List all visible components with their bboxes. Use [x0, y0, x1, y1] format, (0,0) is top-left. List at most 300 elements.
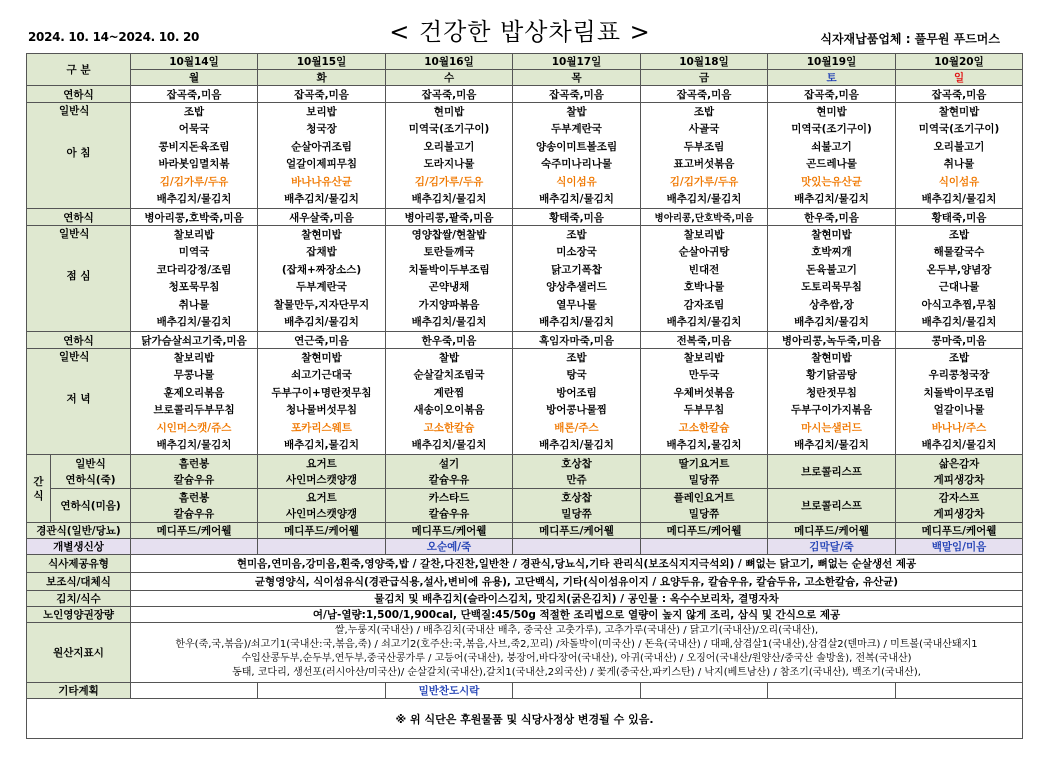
other-plan-cell — [641, 683, 768, 699]
dinner-general-cell — [131, 349, 258, 455]
menu-item: 청란젓무침 — [806, 386, 857, 399]
menu-item: 도라지나물 — [423, 158, 475, 171]
menu-item: 치돌박이무조림 — [923, 386, 995, 399]
meal-table — [26, 53, 1023, 739]
snack-cell — [258, 455, 386, 489]
nutrition-label: 노인영양권장량 — [27, 607, 131, 623]
snack-item: 게피생강차 — [933, 473, 985, 486]
breakfast-label — [27, 103, 131, 209]
menu-item: (잡채+짜장소스) — [281, 263, 362, 276]
snack-item: 카스타드 — [428, 491, 470, 504]
menu-item: 우리콩청국장 — [928, 369, 990, 382]
menu-item: 현미밥 — [816, 105, 847, 118]
tube-label: 경관식(일반/당뇨) — [27, 523, 131, 539]
menu-item: 계란찜 — [433, 386, 465, 399]
snack-general-label — [51, 455, 131, 489]
individual-cell: 김막달/죽 — [768, 539, 896, 555]
snack-item: 만쥬 — [566, 473, 587, 486]
other-plan-cell: 밀반찬도시락 — [386, 683, 513, 699]
snack-item: 설기 — [438, 457, 460, 470]
lunch-general-cell — [896, 226, 1023, 332]
menu-item: 순살아귀탕 — [678, 246, 730, 259]
menu-item: 미소장국 — [556, 246, 597, 259]
menu-item: 배추김치,물김치 — [666, 439, 742, 452]
snack-item: 요거트 — [306, 457, 337, 470]
menu-lines — [260, 104, 383, 208]
menu-item: 얼갈이제피무침 — [286, 158, 358, 171]
table-row — [27, 70, 1023, 86]
snack-item: 밀당쮸 — [561, 507, 592, 520]
origin-label: 원산지표시 — [27, 623, 131, 683]
lunch-soft-cell: 병아리콩,팥죽,미음 — [386, 209, 513, 226]
menu-item: 배론/주스 — [554, 421, 599, 434]
menu-item: 미역국 — [178, 246, 210, 259]
origin-line: 수입산콩두부,순두부,연두부,중국산콩가루 / 고등어(국내산), 붕장어,바다장어(국내산), 아귀(국내산) / 오징어(국내산/원양산/중국산 솔방울), 전복(국내산) — [241, 653, 912, 664]
menu-lines — [260, 227, 383, 331]
individual-cell: 오순예/죽 — [386, 539, 513, 555]
tube-cell: 메디푸드/케어웰 — [768, 523, 896, 539]
lunch-soft-cell: 황태죽,미음 — [513, 209, 641, 226]
menu-item: 배추김치/물김치 — [794, 193, 869, 206]
dinner-general-cell — [641, 349, 768, 455]
menu-item: 찰보리밥 — [683, 228, 725, 241]
menu-lines — [388, 227, 510, 331]
dinner-soft-cell: 콩마죽,미음 — [896, 332, 1023, 349]
snack-item: 딸기요거트 — [678, 457, 730, 470]
table-row — [27, 86, 1023, 103]
lunch-meal-label: 점 심 — [66, 270, 91, 282]
menu-item: 김/김가루/두유 — [159, 175, 229, 188]
menu-item: 배추김치/물김치 — [411, 316, 487, 329]
other-plan-cell — [131, 683, 258, 699]
day-of-week: 목 — [513, 70, 641, 86]
lunch-soft-cell: 병아리콩,호박죽,미음 — [131, 209, 258, 226]
snack-item: 감자스프 — [938, 491, 980, 504]
menu-item: 황기닭곰탕 — [806, 369, 857, 382]
menu-item: 조밥 — [566, 228, 587, 241]
menu-lines — [770, 227, 893, 331]
table-row — [27, 349, 1023, 455]
tube-cell: 메디푸드/케어웰 — [386, 523, 513, 539]
menu-item: 곤드레나물 — [806, 158, 857, 171]
menu-item: 순살아귀조림 — [291, 140, 352, 153]
dinner-soft-cell: 연근죽,미음 — [258, 332, 386, 349]
table-row — [27, 103, 1023, 209]
menu-item: 오리불고기 — [423, 140, 475, 153]
day-date: 10월17일 — [513, 54, 641, 70]
menu-item: 닭고기폭찹 — [551, 263, 602, 276]
menu-item: 찰보리밥 — [683, 351, 725, 364]
snack-item: 칼슘우유 — [428, 507, 470, 520]
menu-item: 찰보리밥 — [173, 351, 215, 364]
menu-item: 우체버섯볶음 — [673, 386, 735, 399]
menu-item: 식이섬유 — [938, 175, 980, 188]
menu-lines — [770, 104, 893, 208]
other-plan-cell — [768, 683, 896, 699]
menu-item: 조밥 — [183, 105, 205, 118]
menu-item: 돈육불고기 — [806, 263, 857, 276]
menu-item: 고소한칼슘 — [423, 421, 475, 434]
menu-item: 배추김치/물김치 — [921, 193, 997, 206]
menu-item: 미역국(조기구이) — [791, 123, 872, 136]
menu-item: 무콩나물 — [173, 369, 215, 382]
lunch-soft-cell: 병아리콩,단호박죽,미음 — [641, 209, 768, 226]
menu-item: 배추김치/물김치 — [156, 316, 232, 329]
menu-item: 식이섬유 — [556, 175, 597, 188]
menu-item: 찰밥 — [438, 351, 460, 364]
snack-soft-mium-label: 연하식(미음) — [60, 499, 121, 512]
menu-item: 순살갈치조림국 — [413, 369, 485, 382]
lunch-general-cell — [258, 226, 386, 332]
origin-line: 동태, 코다리, 생선포(러시아산/미국산)/ 순살갈치(국내산),갈치1(국내산,2외국산) / 꽃게(중국산,파키스탄) / 낙지(베트남산) / 참조기(국내산), 백조기(국내산), — [232, 667, 921, 678]
menu-item: 근대나물 — [938, 281, 980, 294]
menu-item: 훈제오리볶음 — [163, 386, 225, 399]
menu-item: 현미밥 — [433, 105, 465, 118]
menu-lines — [898, 227, 1020, 331]
other-plan-label: 기타계획 — [27, 683, 131, 699]
snack-soft-juk-label: 연하식(죽) — [65, 473, 116, 486]
menu-item: 배추김치,물김치 — [284, 439, 360, 452]
dinner-soft-label: 연하식 — [27, 332, 131, 349]
menu-lines — [898, 350, 1020, 454]
footnote: ※ 위 식단은 후원물품 및 식당사정상 변경될 수 있음. — [27, 699, 1023, 739]
menu-item: 미역국(조기구이) — [918, 123, 1000, 136]
other-plan-cell — [258, 683, 386, 699]
snack-cell — [896, 489, 1023, 523]
breakfast-general-cell — [768, 103, 896, 209]
day-date: 10월15일 — [258, 54, 386, 70]
menu-item: 미역국(조기구이) — [408, 123, 490, 136]
menu-item: 치돌박이두부조림 — [408, 263, 490, 276]
table-row — [27, 332, 1023, 349]
menu-item: 상추쌈,장 — [809, 298, 854, 311]
snack-cell — [131, 489, 258, 523]
menu-item: 빈대전 — [688, 263, 720, 276]
table-row — [27, 555, 1023, 573]
menu-item: 바라봇임멸치볶 — [158, 158, 230, 171]
snack-cell — [131, 455, 258, 489]
menu-item: 청나물버섯무침 — [286, 404, 358, 417]
menu-item: 온두부,양념장 — [926, 263, 992, 276]
day-of-week: 토 — [768, 70, 896, 86]
day-date: 10월14일 — [131, 54, 258, 70]
menu-item: 찰현미밥 — [301, 228, 342, 241]
kimchi-label: 김치/식수 — [27, 591, 131, 607]
page-title: < 건강한 밥상차림표 > — [389, 18, 651, 46]
snack-item: 플레인요거트 — [673, 491, 735, 504]
lunch-general-cell — [131, 226, 258, 332]
menu-lines — [643, 350, 765, 454]
menu-item: 어묵국 — [178, 123, 210, 136]
snack-item: 삶은감자 — [938, 457, 980, 470]
menu-lines — [643, 104, 765, 208]
tube-cell: 메디푸드/케어웰 — [896, 523, 1023, 539]
menu-lines — [898, 104, 1020, 208]
menu-item: 숙주미나리나물 — [541, 158, 613, 171]
individual-cell — [641, 539, 768, 555]
menu-item: 두부구이가지볶음 — [790, 404, 873, 417]
snack-cell — [513, 455, 641, 489]
menu-item: 취나물 — [943, 158, 975, 171]
menu-item: 얼갈이나물 — [933, 404, 985, 417]
kimchi-value: 물김치 및 배추김치(슬라이스김치, 맛김치(굵은김치) / 공인물 : 옥수수보리차, 결명자차 — [131, 591, 1023, 607]
menu-lines — [770, 350, 893, 454]
menu-lines — [133, 350, 255, 454]
lunch-soft-cell: 한우죽,미음 — [768, 209, 896, 226]
snack-item: 게피생강차 — [933, 507, 985, 520]
form-type-value: 현미음,연미음,강미음,흰죽,영양죽,밥 / 갈찬,다진찬,일반찬 / 경관식,당뇨식,기타 관리식(보조식지지극석외) / 뼈없는 닭고기, 뼈없는 순살생선 제공 — [131, 555, 1023, 573]
other-plan-cell — [896, 683, 1023, 699]
menu-item: 청국장 — [306, 123, 337, 136]
menu-item: 배추김치/물김치 — [794, 439, 869, 452]
table-row — [27, 489, 1023, 523]
menu-item: 조밥 — [948, 351, 970, 364]
menu-item: 두부구이+명란젓무침 — [271, 386, 372, 399]
menu-item: 배추김치/물김치 — [539, 439, 614, 452]
snack-item: 흠런봉 — [178, 491, 210, 504]
snack-item: 밀당쮸 — [688, 507, 720, 520]
lunch-general-label: 일반식 — [59, 228, 90, 240]
breakfast-general-cell — [896, 103, 1023, 209]
menu-item: 배추김치/물김치 — [156, 193, 232, 206]
origin-line: 쌀,누룽지(국내산) / 배추김치(국내산 배추, 중국산 고춧가루), 고추가루(국내산) / 닭고기(국내산)/오리(국내산), — [334, 625, 819, 636]
snack-item: 호상찹 — [561, 491, 592, 504]
breakfast-soft-cell: 잡곡죽,미음 — [258, 86, 386, 103]
breakfast-soft-cell: 잡곡죽,미음 — [513, 86, 641, 103]
snack-cell — [896, 455, 1023, 489]
menu-item: 청포묵무침 — [168, 281, 220, 294]
menu-item: 열무나물 — [556, 298, 597, 311]
menu-item: 배추김치/물김치 — [284, 316, 359, 329]
snack-item: 사인머스캣양갱 — [286, 507, 358, 520]
day-date: 10월19일 — [768, 54, 896, 70]
menu-item: 찰현미밥 — [938, 105, 980, 118]
menu-item: 바나나/주스 — [931, 421, 987, 434]
menu-lines — [133, 227, 255, 331]
breakfast-soft-label: 연하식 — [27, 86, 131, 103]
menu-lines — [388, 350, 510, 454]
day-of-week: 수 — [386, 70, 513, 86]
table-row — [27, 54, 1023, 70]
menu-item: 두부계란국 — [551, 123, 602, 136]
menu-item: 표고버섯볶음 — [673, 158, 735, 171]
breakfast-general-cell — [513, 103, 641, 209]
menu-lines — [515, 350, 638, 454]
snack-cell — [386, 455, 513, 489]
snack-item: 요거트 — [306, 491, 337, 504]
menu-item: 배추김치/물김치 — [539, 193, 614, 206]
snack-item: 브로콜리스프 — [801, 499, 862, 512]
menu-item: 배추김치/물김치 — [921, 439, 997, 452]
table-row — [27, 573, 1023, 591]
table-row — [27, 209, 1023, 226]
day-of-week: 화 — [258, 70, 386, 86]
menu-item: 양송이미트볼조림 — [535, 140, 618, 153]
menu-item: 찰보리밥 — [173, 228, 215, 241]
dinner-general-cell — [768, 349, 896, 455]
snack-general-label: 일반식 — [75, 457, 106, 470]
snack-mium-label — [51, 489, 131, 523]
menu-item: 배추김치/물김치 — [921, 316, 997, 329]
dinner-soft-cell: 흑임자마죽,미음 — [513, 332, 641, 349]
table-row — [27, 623, 1023, 683]
menu-period: 2024. 10. 14~2024. 10. 20 — [28, 30, 200, 44]
lunch-soft-cell: 새우살죽,미음 — [258, 209, 386, 226]
table-row — [27, 455, 1023, 489]
table-row — [27, 699, 1023, 739]
menu-item: 토란들깨국 — [423, 246, 475, 259]
menu-lines — [643, 227, 765, 331]
menu-item: 쇠불고기 — [811, 140, 852, 153]
lunch-label — [27, 226, 131, 332]
menu-item: 배추김치/물김치 — [156, 439, 232, 452]
menu-item: 배추김치/물김치 — [794, 316, 869, 329]
menu-item: 방어조림 — [556, 386, 597, 399]
menu-lines — [515, 104, 638, 208]
snack-item: 칼슘우유 — [428, 473, 470, 486]
breakfast-soft-cell: 잡곡죽,미음 — [641, 86, 768, 103]
menu-item: 잡채밥 — [306, 246, 337, 259]
form-type-label: 식사제공유형 — [27, 555, 131, 573]
snack-cell — [641, 489, 768, 523]
day-of-week: 일 — [896, 70, 1023, 86]
supplement-value: 균형영양식, 식이섬유식(경관급식용,설사,변비에 유용), 고단백식, 기타(식이섬유이지 / 요양두유, 칼슘우유, 칼슘두유, 고소한칼슘, 유산균) — [131, 573, 1023, 591]
menu-item: 탕국 — [566, 369, 587, 382]
menu-item: 곤약냉채 — [428, 281, 470, 294]
menu-item: 방어콩나물찜 — [546, 404, 607, 417]
menu-item: 두부무침 — [683, 404, 725, 417]
menu-item: 조밥 — [693, 105, 715, 118]
breakfast-soft-cell: 잡곡죽,미음 — [768, 86, 896, 103]
menu-item: 가지양파볶음 — [418, 298, 480, 311]
snack-cell — [513, 489, 641, 523]
breakfast-soft-cell: 잡곡죽,미음 — [386, 86, 513, 103]
table-row — [27, 683, 1023, 699]
menu-item: 배추김치/물김치 — [411, 193, 487, 206]
individual-cell — [131, 539, 258, 555]
menu-item: 해물칼국수 — [933, 246, 985, 259]
menu-item: 브로콜리두부무침 — [153, 404, 235, 417]
tube-cell: 메디푸드/케어웰 — [131, 523, 258, 539]
origin-value — [131, 623, 1023, 683]
menu-item: 쇠고기근대국 — [291, 369, 352, 382]
individual-cell — [258, 539, 386, 555]
snack-item: 호상찹 — [561, 457, 592, 470]
table-row — [27, 591, 1023, 607]
snack-label: 간 식 — [27, 455, 51, 523]
menu-item: 배추김치/물김치 — [666, 193, 742, 206]
breakfast-general-cell — [641, 103, 768, 209]
menu-lines — [260, 350, 383, 454]
menu-item: 호박찌개 — [811, 246, 852, 259]
individual-cell: 백말임/미음 — [896, 539, 1023, 555]
breakfast-general-label: 일반식 — [59, 105, 90, 117]
dinner-general-cell — [386, 349, 513, 455]
dinner-soft-cell: 전복죽,미음 — [641, 332, 768, 349]
nutrition-value: 여/남-열량:1,500/1,900cal, 단백질:45/50g 적절한 조리법으로 열량이 높지 않게 조리, 삼식 및 간식으로 제공 — [131, 607, 1023, 623]
dinner-general-label: 일반식 — [59, 351, 90, 363]
snack-item: 칼슘우유 — [173, 473, 215, 486]
menu-item: 배추김치/물김치 — [284, 193, 359, 206]
snack-cell — [641, 455, 768, 489]
breakfast-soft-cell: 잡곡죽,미음 — [896, 86, 1023, 103]
menu-item: 두부계란국 — [296, 281, 347, 294]
menu-item: 만두국 — [688, 369, 720, 382]
dinner-general-cell — [896, 349, 1023, 455]
menu-item: 조밥 — [566, 351, 587, 364]
menu-item: 호박나물 — [683, 281, 725, 294]
dinner-general-cell — [513, 349, 641, 455]
menu-item: 배추김치/물김치 — [539, 316, 614, 329]
menu-item: 배추김치/물김치 — [666, 316, 742, 329]
menu-item: 조밥 — [948, 228, 970, 241]
lunch-soft-cell: 황태죽,미음 — [896, 209, 1023, 226]
other-plan-cell — [513, 683, 641, 699]
lunch-soft-label: 연하식 — [27, 209, 131, 226]
snack-cell — [768, 455, 896, 489]
menu-item: 새송이오이볶음 — [413, 404, 485, 417]
day-of-week: 월 — [131, 70, 258, 86]
menu-item: 콩비지돈육조림 — [158, 140, 230, 153]
menu-item: 찰현미밥 — [811, 228, 852, 241]
menu-item: 찰현미밥 — [301, 351, 342, 364]
day-date: 10월16일 — [386, 54, 513, 70]
day-of-week: 금 — [641, 70, 768, 86]
snack-item: 브로콜리스프 — [801, 465, 862, 478]
menu-item: 두부조림 — [683, 140, 725, 153]
day-date: 10월20일 — [896, 54, 1023, 70]
dinner-soft-cell: 한우죽,미음 — [386, 332, 513, 349]
menu-item: 바나나유산균 — [291, 175, 352, 188]
breakfast-general-cell — [386, 103, 513, 209]
menu-lines — [388, 104, 510, 208]
menu-item: 김/김가루/두유 — [669, 175, 739, 188]
menu-item: 찰현미밥 — [811, 351, 852, 364]
dinner-soft-cell: 병아리콩,녹두죽,미음 — [768, 332, 896, 349]
supplement-label: 보조식/대체식 — [27, 573, 131, 591]
menu-lines — [133, 104, 255, 208]
snack-item: 밀당쮸 — [688, 473, 720, 486]
breakfast-meal-label: 아 침 — [66, 147, 91, 159]
menu-item: 코다리강정/조림 — [156, 263, 232, 276]
menu-item: 사골국 — [688, 123, 720, 136]
breakfast-soft-cell: 잡곡죽,미음 — [131, 86, 258, 103]
menu-item: 감자조림 — [683, 298, 725, 311]
dinner-meal-label: 저 녁 — [66, 393, 91, 405]
menu-item: 보리밥 — [306, 105, 337, 118]
menu-item: 아식고추찜,무침 — [921, 298, 997, 311]
individual-cell — [513, 539, 641, 555]
individual-label: 개별생신상 — [27, 539, 131, 555]
table-row — [27, 607, 1023, 623]
table-row — [27, 539, 1023, 555]
menu-item: 찰물만두,지자단무지 — [273, 298, 370, 311]
menu-item: 양상추샐러드 — [546, 281, 607, 294]
dinner-label — [27, 349, 131, 455]
snack-cell — [258, 489, 386, 523]
menu-item: 고소한칼슘 — [678, 421, 730, 434]
category-header: 구 분 — [27, 54, 131, 86]
lunch-general-cell — [641, 226, 768, 332]
breakfast-general-cell — [258, 103, 386, 209]
snack-cell — [768, 489, 896, 523]
menu-item: 도토리묵무침 — [801, 281, 862, 294]
menu-item: 오리불고기 — [933, 140, 985, 153]
table-row — [27, 523, 1023, 539]
snack-item: 흠런봉 — [178, 457, 210, 470]
snack-item: 칼슘우유 — [173, 507, 215, 520]
origin-line: 한우(죽,국,볶음)/쇠고기1(국내산:국,볶음,죽) / 쇠고기2(호주산:국,볶음,사브,죽2,꼬리) /차돌박이(미국산) / 돈육(국내산) / 대패,삼겹살1(국내산),삼겹살2(덴마크) / 미트볼(국내산돼지1 — [175, 639, 978, 650]
